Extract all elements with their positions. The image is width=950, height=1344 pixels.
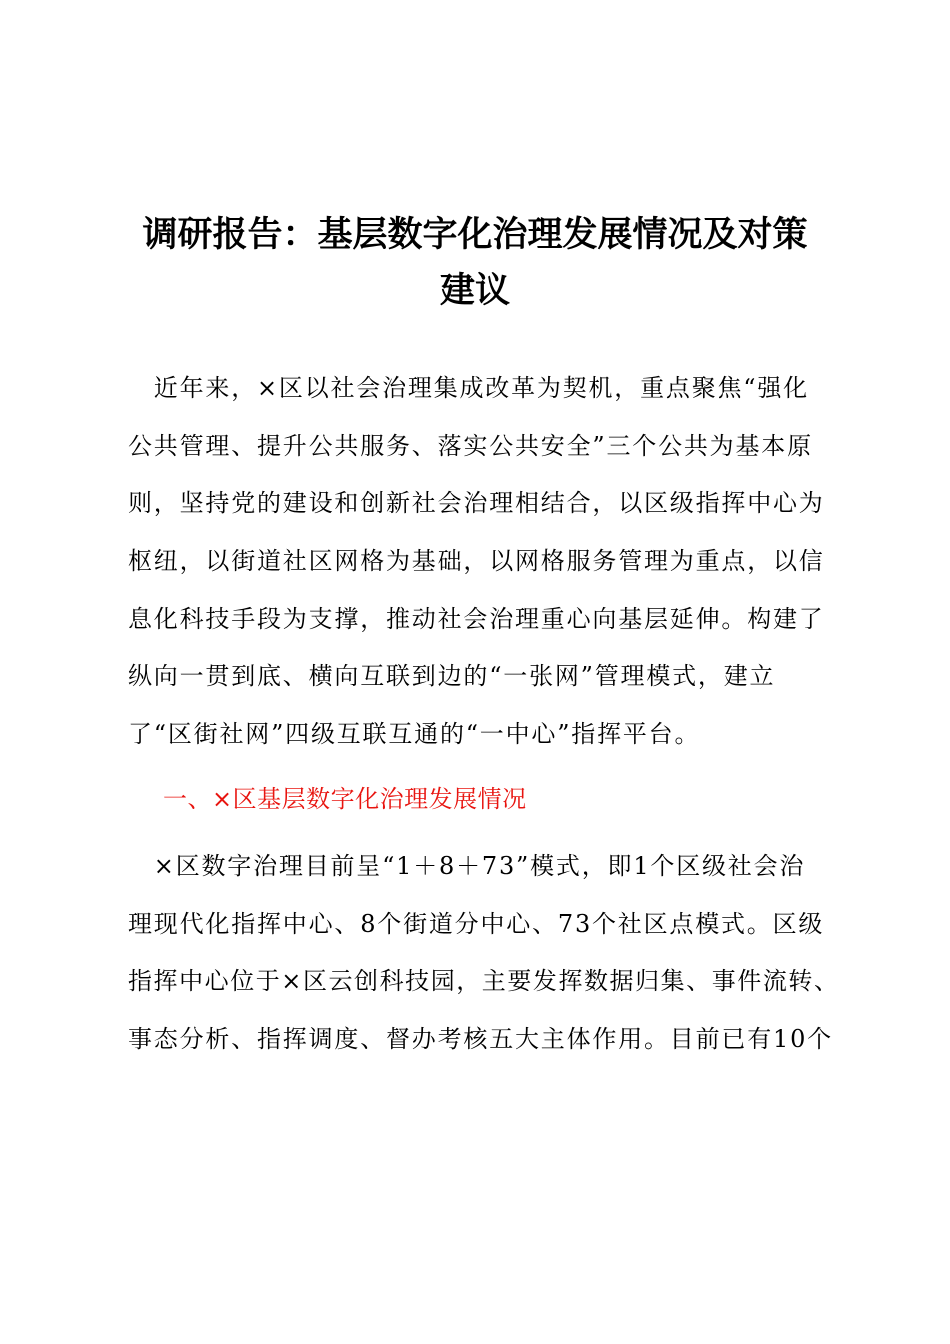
section1-paragraph bbox=[128, 838, 838, 1078]
intro-paragraph-line: 公共管理、提升公共服务、落实公共安全”三个公共为基本原 bbox=[128, 431, 813, 460]
intro-paragraph-line: 纵向一贯到底、横向互联到边的“一张网”管理模式，建立 bbox=[128, 662, 776, 691]
intro-paragraph-line: 息化科技手段为支撑，推动社会治理重心向基层延伸。构建了 bbox=[128, 604, 825, 633]
intro-paragraph bbox=[128, 360, 838, 749]
intro-paragraph-line: 枢纽，以街道社区网格为基础，以网格服务管理为重点，以信 bbox=[128, 547, 825, 576]
intro-paragraph-line: 近年来，×区以社会治理集成改革为契机，重点聚焦“强化 bbox=[128, 374, 809, 402]
section1-paragraph-line: ×区数字治理目前呈“1＋8＋73”模式，即1个区级社会治 bbox=[128, 852, 806, 880]
section-heading-1: 一、×区基层数字化治理发展情况 bbox=[163, 785, 527, 813]
document-title-line-1: 调研报告：基层数字化治理发展情况及对策 bbox=[142, 215, 808, 255]
section1-paragraph-line: 事态分析、指挥调度、督办考核五大主体作用。目前已有10个 bbox=[128, 1025, 833, 1054]
section1-paragraph-line: 指挥中心位于×区云创科技园，主要发挥数据归集、事件流转、 bbox=[128, 967, 840, 996]
section1-paragraph-line: 理现代化指挥中心、8个街道分中心、73个社区点模式。区级 bbox=[128, 909, 825, 938]
intro-paragraph-line: 则，坚持党的建设和创新社会治理相结合，以区级指挥中心为 bbox=[128, 489, 825, 518]
intro-paragraph-line: 了“区街社网”四级互联互通的“一中心”指挥平台。 bbox=[128, 720, 701, 749]
document-title-line-2: 建议 bbox=[439, 271, 510, 311]
